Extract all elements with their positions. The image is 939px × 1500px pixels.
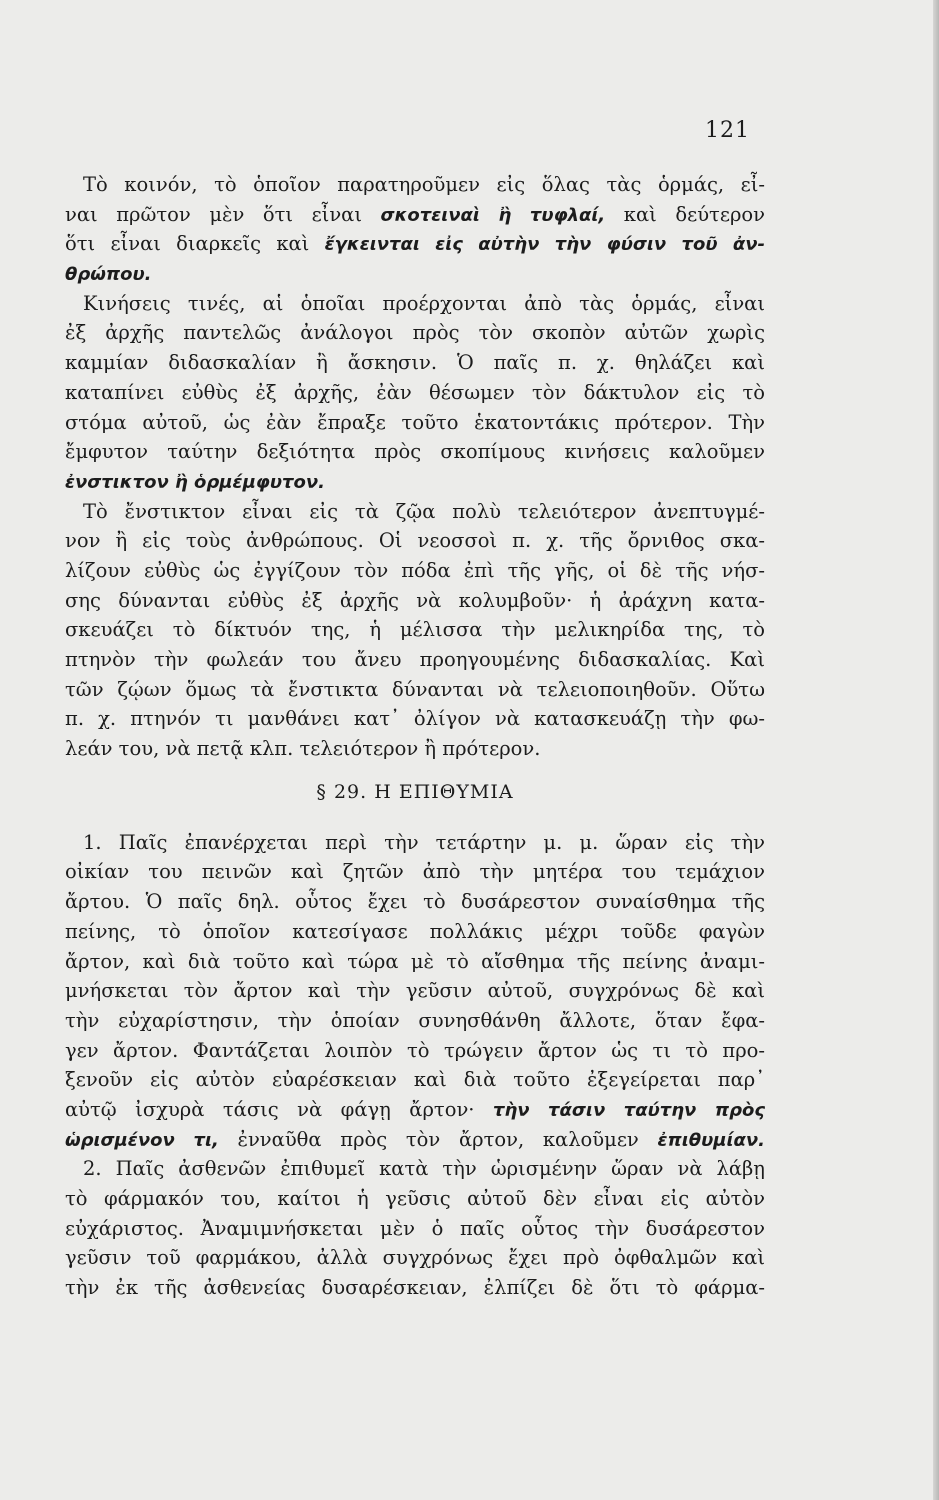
text-line: τὴν ἐκ τῆς ἀσθενείας δυσαρέσκειαν, ἐλπίζει δὲ ὅτι τὸ φάρμα- bbox=[65, 1276, 765, 1300]
text-line bbox=[65, 1125, 765, 1155]
text-line: ξενοῦν εἰς αὐτὸν εὐαρέσκειαν καὶ διὰ τοῦτο ἐξεγείρεται παρ᾽ bbox=[65, 1068, 765, 1092]
text-span: αὐτῷ ἰσχυρὰ τάσις νὰ φάγῃ ἄρτον· bbox=[65, 1097, 493, 1121]
text-span: ὅτι εἶναι διαρκεῖς καὶ bbox=[65, 232, 325, 256]
text-line: μνήσκεται τὸν ἄρτον καὶ τὴν γεῦσιν αὐτοῦ, συγχρόνως δὲ καὶ bbox=[65, 979, 765, 1003]
emphasized-text: ὡρισμένον τι, bbox=[65, 1129, 219, 1151]
text-line: 2. Παῖς ἀσθενῶν ἐπιθυμεῖ κατὰ τὴν ὡρισμένην ὥραν νὰ λάβῃ bbox=[83, 1157, 765, 1181]
body-text bbox=[65, 170, 765, 1303]
emphasized-text: ἐπιθυμίαν. bbox=[657, 1129, 765, 1151]
emphasized-text: θρώπου. bbox=[65, 264, 152, 286]
text-line: γεῦσιν τοῦ φαρμάκου, ἀλλὰ συγχρόνως ἔχει πρὸ ὀφθαλμῶν καὶ bbox=[65, 1246, 765, 1270]
text-line bbox=[65, 259, 765, 289]
text-line: οἰκίαν του πεινῶν καὶ ζητῶν ἀπὸ τὴν μητέρα του τεμάχιον bbox=[65, 860, 765, 884]
text-line: ἐξ ἀρχῆς παντελῶς ἀνάλογοι πρὸς τὸν σκοπὸν αὐτῶν χωρὶς bbox=[65, 321, 765, 345]
text-line: σης δύνανται εὐθὺς ἐξ ἀρχῆς νὰ κολυμβοῦν· ἡ ἀράχνη κατα- bbox=[65, 588, 765, 612]
text-line: εὐχάριστος. Ἀναμιμνήσκεται μὲν ὁ παῖς οὗτος τὴν δυσάρεστον bbox=[65, 1216, 765, 1240]
text-line: τὸ φάρμακόν του, καίτοι ἡ γεῦσις αὐτοῦ δὲν εἶναι εἰς αὐτὸν bbox=[65, 1187, 765, 1210]
page-number: 121 bbox=[705, 118, 750, 143]
text-line: τῶν ζῴων ὅμως τὰ ἔνστικτα δύνανται νὰ τελειοποιηθοῦν. Οὕτω bbox=[65, 677, 765, 701]
text-line: λίζουν εὐθὺς ὡς ἐγγίζουν τὸν πόδα ἐπὶ τῆς γῆς, οἱ δὲ τῆς νήσ- bbox=[65, 558, 765, 582]
text-line: πτηνὸν τὴν φωλεάν του ἄνευ προηγουμένης διδασκαλίας. Καὶ bbox=[65, 648, 765, 671]
text-line: νον ἢ εἰς τοὺς ἀνθρώπους. Οἱ νεοσσοὶ π. χ. τῆς ὄρνιθος σκα- bbox=[65, 529, 765, 553]
text-line: π. χ. πτηνόν τι μανθάνει κατ᾽ ὀλίγον νὰ κατασκευάζῃ τὴν φω- bbox=[65, 707, 765, 731]
emphasized-text: σκοτειναὶ ἢ τυφλαί, bbox=[380, 204, 606, 226]
section-heading: § 29. Η ΕΠΙΘΥΜΙΑ bbox=[316, 780, 514, 803]
text-span: ναι πρῶτον μὲν ὅτι εἶναι bbox=[65, 202, 381, 226]
text-line: τὴν εὐχαρίστησιν, τὴν ὁποίαν συνησθάνθη ἄλλοτε, ὅταν ἔφα- bbox=[65, 1008, 765, 1032]
text-line: Τὸ κοινόν, τὸ ὁποῖον παρατηροῦμεν εἰς ὅλας τὰς ὁρμάς, εἶ- bbox=[83, 173, 765, 196]
emphasized-text: τὴν τάσιν ταύτην πρὸς bbox=[492, 1099, 765, 1121]
emphasized-text: ἔγκεινται εἰς αὐτὴν τὴν φύσιν τοῦ ἀν- bbox=[324, 234, 765, 256]
text-line: γεν ἄρτον. Φαντάζεται λοιπὸν τὸ τρώγειν ἄρτον ὡς τι τὸ προ- bbox=[65, 1038, 765, 1062]
text-line: καταπίνει εὐθὺς ἐξ ἀρχῆς, ἐὰν θέσωμεν τὸν δάκτυλον εἰς τὸ bbox=[65, 380, 765, 404]
text-line: Κινήσεις τινές, αἱ ὁποῖαι προέρχονται ἀπὸ τὰς ὁρμάς, εἶναι bbox=[83, 291, 765, 315]
text-line: Τὸ ἔνστικτον εἶναι εἰς τὰ ζῷα πολὺ τελειότερον ἀνεπτυγμέ- bbox=[83, 499, 765, 523]
text-span: καὶ δεύτερον bbox=[605, 202, 765, 226]
text-line: στόμα αὐτοῦ, ὡς ἐὰν ἔπραξε τοῦτο ἑκατοντάκις πρότερον. Τὴν bbox=[65, 410, 765, 434]
text-line bbox=[65, 467, 765, 497]
emphasized-text: ἐνστικτον ἢ ὁρμέμφυτον. bbox=[65, 471, 325, 493]
text-line: ἔμφυτον ταύτην δεξιότητα πρὸς σκοπίμους κινήσεις καλοῦμεν bbox=[65, 440, 765, 464]
page-edge bbox=[933, 0, 939, 1500]
text-line: σκευάζει τὸ δίκτυόν της, ἡ μέλισσα τὴν μελικηρίδα της, τὸ bbox=[65, 618, 765, 642]
text-line bbox=[65, 200, 765, 230]
text-line: πείνης, τὸ ὁποῖον κατεσίγασε πολλάκις μέχρι τοῦδε φαγὼν bbox=[65, 919, 765, 943]
text-line bbox=[65, 229, 765, 259]
text-line: ἄρτου. Ὁ παῖς δηλ. οὗτος ἔχει τὸ δυσάρεστον συναίσθημα τῆς bbox=[65, 890, 765, 914]
text-span: ἐνναῦθα πρὸς τὸν ἄρτον, καλοῦμεν bbox=[218, 1127, 658, 1151]
text-line: ἄρτον, καὶ διὰ τοῦτο καὶ τώρα μὲ τὸ αἴσθημα τῆς πείνης ἀναμι- bbox=[65, 949, 765, 973]
text-line: λεάν του, νὰ πετᾷ κλπ. τελειότερον ἢ πρότερον. bbox=[65, 737, 541, 761]
text-line bbox=[65, 1095, 765, 1125]
text-line: καμμίαν διδασκαλίαν ἢ ἄσκησιν. Ὁ παῖς π. χ. θηλάζει καὶ bbox=[65, 351, 765, 375]
text-line: 1. Παῖς ἐπανέρχεται περὶ τὴν τετάρτην μ. μ. ὥραν εἰς τὴν bbox=[83, 830, 765, 854]
